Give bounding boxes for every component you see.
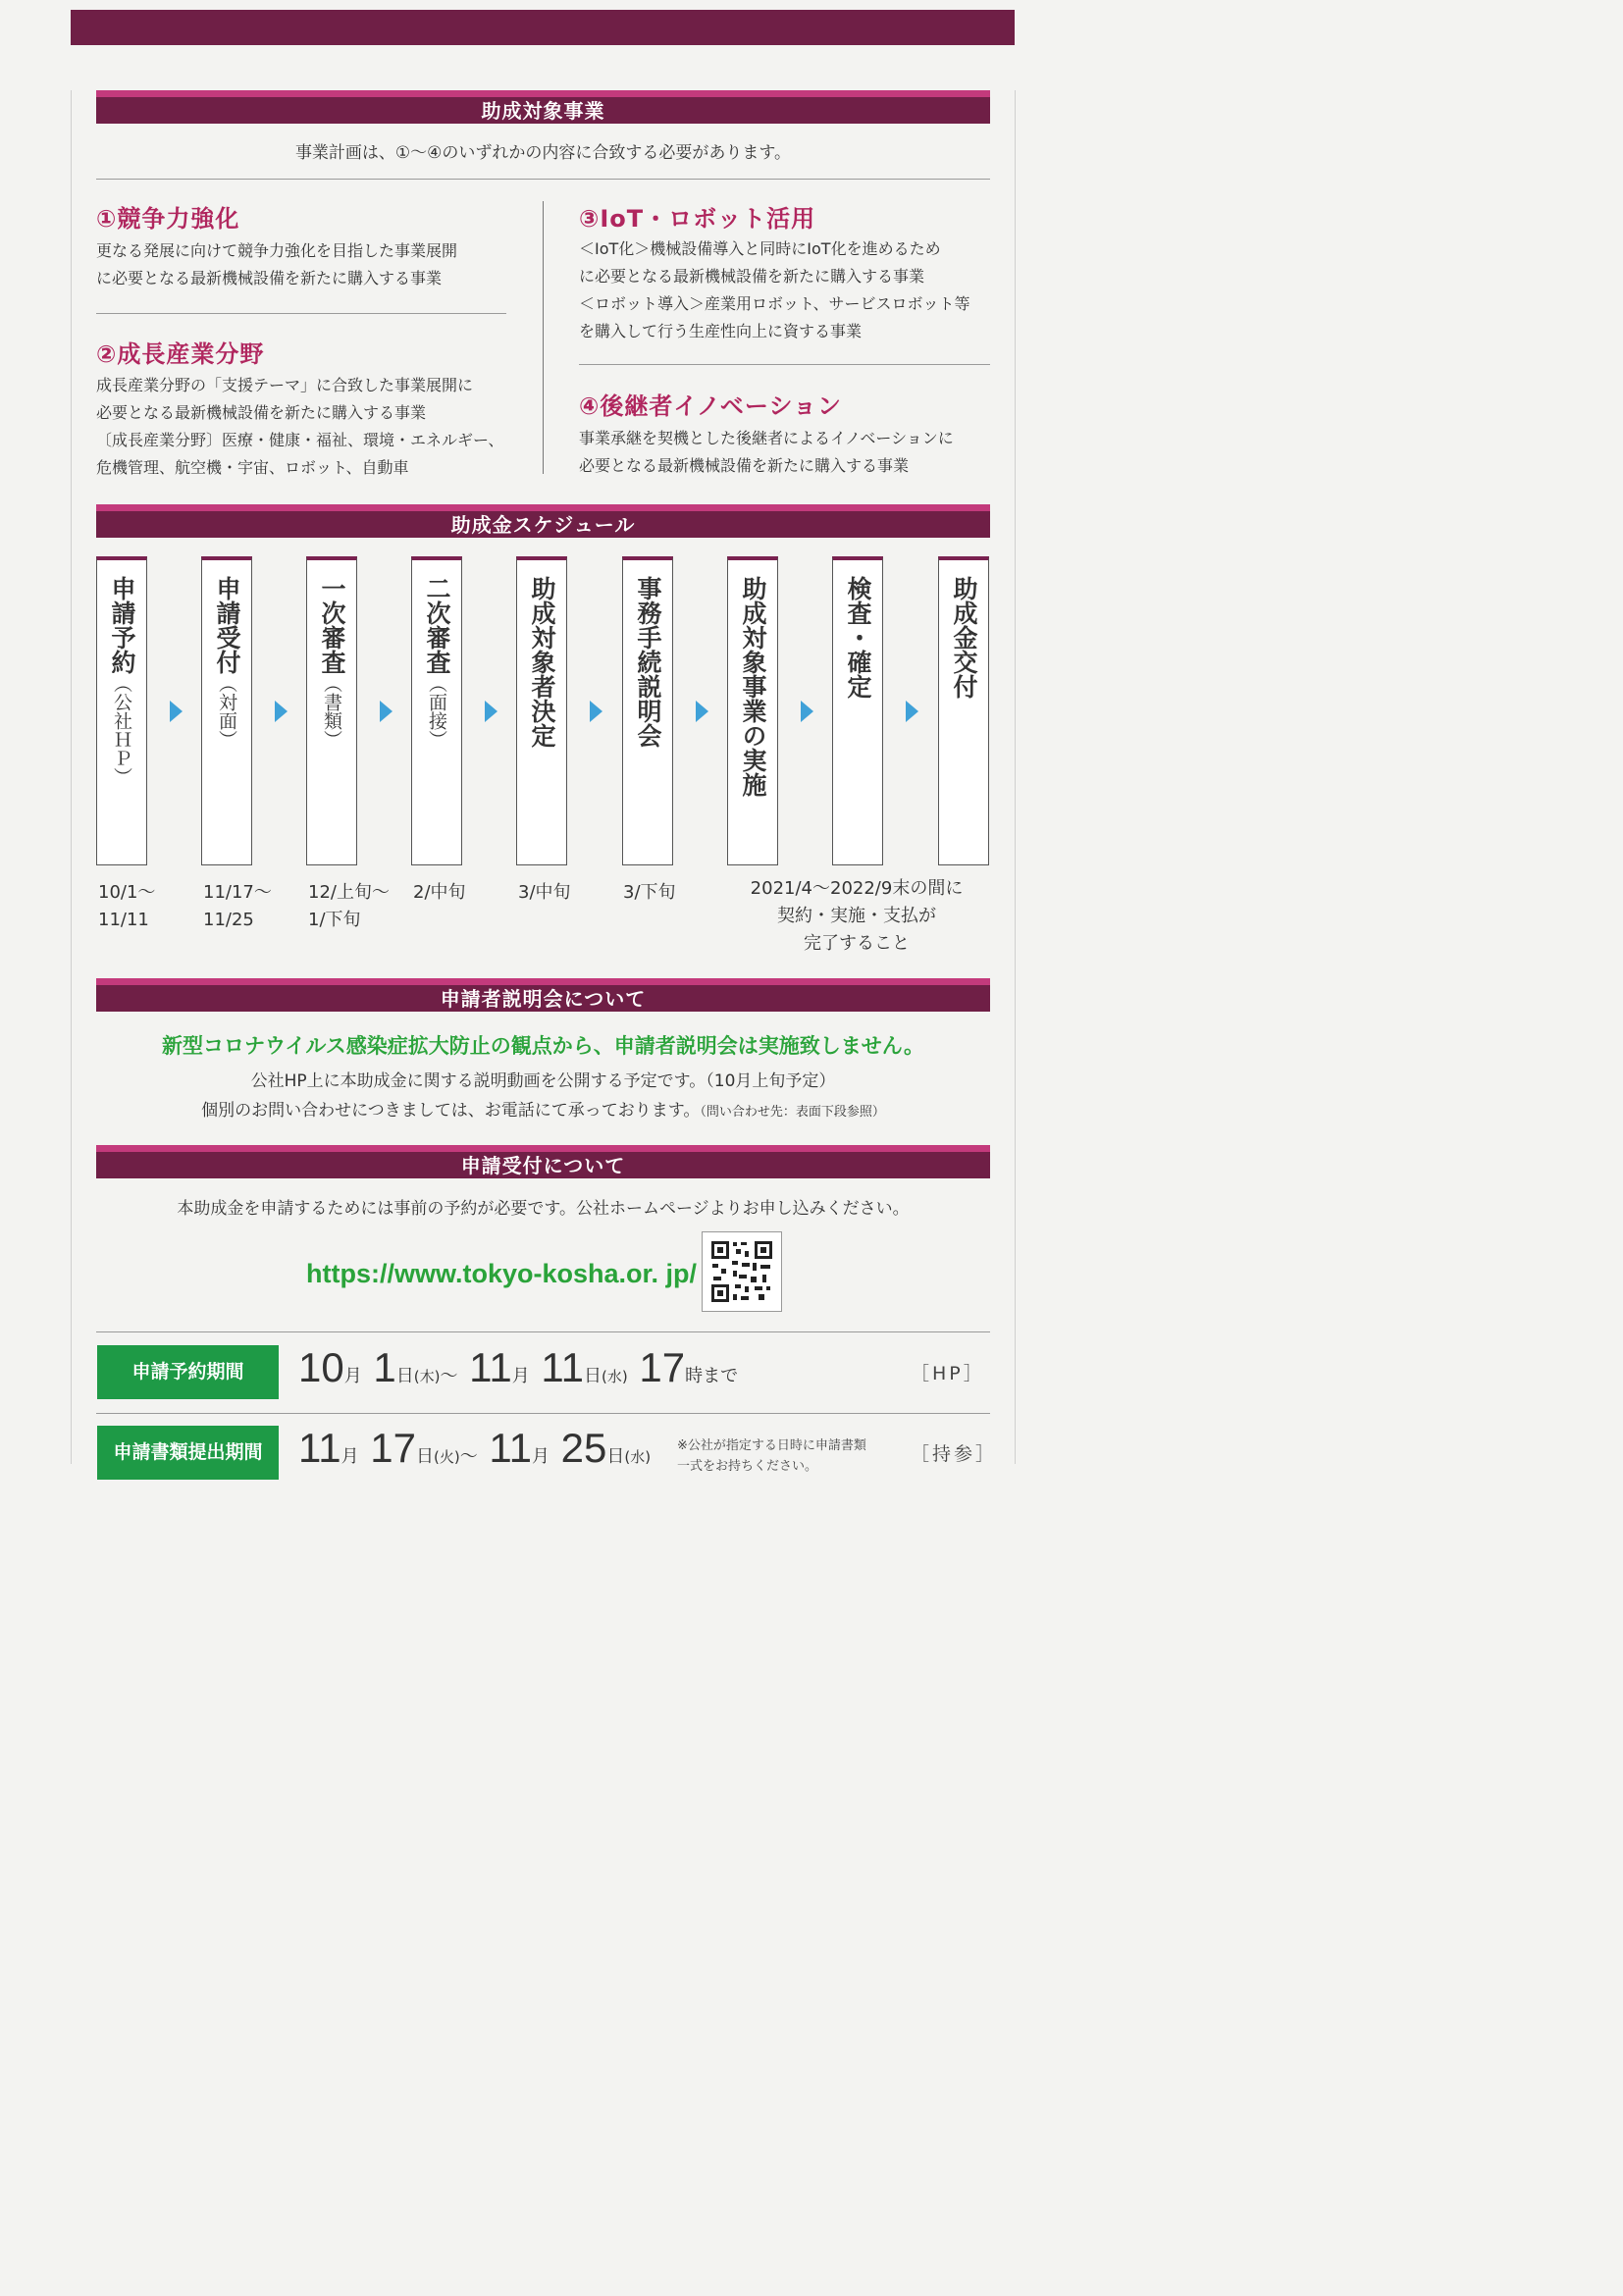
- qr-code-icon[interactable]: [702, 1231, 782, 1312]
- step-label: 助成対象者決定: [528, 576, 556, 748]
- arrow-right-icon: [170, 701, 183, 722]
- day-unit: 日: [395, 1366, 414, 1386]
- end-dow: (水): [624, 1448, 652, 1466]
- item-1-title: ①競争力強化: [96, 205, 240, 233]
- arrow-right-icon: [696, 701, 708, 722]
- schedule-step: [622, 556, 673, 865]
- briefing-line-1: 公社HP上に本助成金に関する説明動画を公開する予定です。（10月上旬予定）: [250, 1071, 836, 1091]
- schedule-step: [832, 556, 883, 865]
- briefing-notice: 新型コロナウイルス感染症拡大防止の観点から、申請者説明会は実施致しません。: [162, 1034, 924, 1058]
- schedule-step: [306, 556, 357, 865]
- end-month: 11: [469, 1344, 512, 1390]
- step-date: 12/上旬～ 1/下旬: [308, 882, 390, 930]
- end-month: 11: [489, 1425, 532, 1471]
- divider: [96, 179, 990, 180]
- divider: [96, 1331, 990, 1332]
- submission-note: ※公社が指定する日時に申請書類 一式をお持ちください。: [677, 1438, 866, 1474]
- reservation-period-label: 申請予約期間: [97, 1345, 279, 1399]
- submission-period-tag: ［持参］: [911, 1443, 998, 1465]
- schedule-section-title: 助成金スケジュール: [450, 513, 636, 537]
- item-3-body: ＜IoT化＞機械設備導入と同時にIoT化を進めるため に必要となる最新機械設備を新たに購入する事業 ＜ロボット導入＞産業用ロボット、サービスロボット等 を購入して行う生産性向上に資する事業: [579, 239, 970, 340]
- eligible-section-header: [96, 90, 990, 124]
- month-unit: 月: [532, 1446, 550, 1467]
- schedule-step: [411, 556, 462, 865]
- start-dow: (火): [434, 1448, 460, 1466]
- arrow-right-icon: [485, 701, 497, 722]
- reservation-period-value: [298, 1344, 738, 1391]
- end-day: 11: [541, 1344, 585, 1390]
- step-label: 助成対象事業の実施: [739, 576, 767, 797]
- end-dow: (水): [602, 1368, 628, 1385]
- application-section-title: 申請受付について: [460, 1154, 626, 1177]
- step-sub: （面接）: [426, 674, 447, 749]
- frame-line-left: [71, 90, 72, 1464]
- start-day: 1: [373, 1344, 396, 1390]
- item-1-body: 更なる発展に向けて競争力強化を目指した事業展開 に必要となる最新機械設備を新たに購入する事業: [96, 241, 458, 287]
- step-date: 3/下旬: [623, 882, 676, 903]
- arrow-right-icon: [590, 701, 602, 722]
- step-label: 事務手続説明会: [634, 576, 662, 748]
- step-label: 二次審査: [423, 576, 451, 674]
- item-2-title: ②成長産業分野: [96, 340, 265, 368]
- tilde: ～: [459, 1446, 478, 1467]
- arrow-right-icon: [801, 701, 813, 722]
- frame-line-right: [1015, 90, 1016, 1464]
- step-date-final: 2021/4～2022/9末の間に 契約・実施・支払が 完了すること: [750, 878, 964, 954]
- briefing-section-header: [96, 978, 990, 1012]
- step-date: 11/17～ 11/25: [203, 882, 272, 930]
- website-url-link[interactable]: https://www.tokyo-kosha.or. jp/: [306, 1259, 698, 1288]
- arrow-right-icon: [906, 701, 918, 722]
- eligible-section-title: 助成対象事業: [481, 99, 605, 123]
- step-sub: （公社ＨＰ）: [111, 674, 132, 786]
- schedule-step: [938, 556, 989, 865]
- step-sub: （書類）: [321, 674, 342, 749]
- briefing-section-title: 申請者説明会について: [440, 987, 647, 1011]
- schedule-section-header: [96, 504, 990, 538]
- item-2-body: 成長産業分野の「支援テーマ」に合致した事業展開に 必要となる最新機械設備を新たに購入する事業 〔成長産業分野〕医療・健康・福祉、環境・エネルギー、 危機管理、航空機・宇宙、ロボット、自動車: [96, 376, 504, 477]
- divider: [96, 313, 506, 314]
- briefing-contact-note: （問い合わせ先：表面下段参照）: [700, 1105, 885, 1120]
- eligible-intro: 事業計画は、①～④のいずれかの内容に合致する必要があります。: [294, 143, 792, 163]
- tilde: ～: [440, 1366, 458, 1386]
- step-date: 10/1～ 11/11: [98, 882, 156, 930]
- schedule-step: [516, 556, 567, 865]
- item-3-title: ③IoT・ロボット活用: [579, 205, 816, 233]
- day-unit: 日: [584, 1366, 602, 1386]
- day-unit: 日: [416, 1446, 434, 1467]
- start-day: 17: [370, 1425, 416, 1471]
- application-section-header: [96, 1145, 990, 1178]
- month-unit: 月: [340, 1446, 359, 1467]
- step-label: 助成金交付: [950, 576, 978, 699]
- submission-period-label: 申請書類提出期間: [97, 1426, 279, 1480]
- month-unit: 月: [343, 1366, 362, 1386]
- divider: [579, 364, 990, 365]
- arrow-right-icon: [380, 701, 393, 722]
- start-month: 10: [298, 1344, 344, 1390]
- arrow-right-icon: [275, 701, 288, 722]
- step-date: 2/中旬: [413, 882, 466, 903]
- briefing-line-2: [96, 1096, 990, 1121]
- day-unit: 日: [606, 1446, 625, 1467]
- start-dow: (木): [413, 1368, 441, 1385]
- step-label: 申請予約: [108, 576, 136, 674]
- step-label: 申請受付: [213, 576, 241, 674]
- end-day: 25: [560, 1425, 607, 1471]
- schedule-step: [96, 556, 147, 865]
- month-unit: 月: [511, 1366, 530, 1386]
- step-label: 一次審査: [318, 576, 346, 674]
- deadline-hour: 17: [639, 1344, 686, 1390]
- start-month: 11: [298, 1425, 341, 1471]
- top-banner-bar: [71, 10, 1015, 45]
- item-4-body: 事業承継を契機とした後継者によるイノベーションに 必要となる最新機械設備を新たに購入する事業: [579, 429, 954, 475]
- schedule-step: [727, 556, 778, 865]
- item-4-title: ④後継者イノベーション: [579, 392, 842, 420]
- step-date: 3/中旬: [518, 882, 571, 903]
- divider: [96, 1413, 990, 1414]
- reservation-period-tag: ［HP］: [911, 1363, 985, 1384]
- time-suffix: 時まで: [685, 1366, 739, 1386]
- submission-period-value: [298, 1425, 651, 1472]
- column-divider: [543, 201, 544, 474]
- briefing-line-2-text: 個別のお問い合わせにつきましては、お電話にて承っております。: [201, 1101, 701, 1121]
- application-intro: 本助成金を申請するためには事前の予約が必要です。公社ホームページよりお申し込みください。: [177, 1199, 910, 1219]
- step-sub: （対面）: [216, 674, 237, 749]
- schedule-step: [201, 556, 252, 865]
- step-label: 検査・確定: [844, 576, 872, 699]
